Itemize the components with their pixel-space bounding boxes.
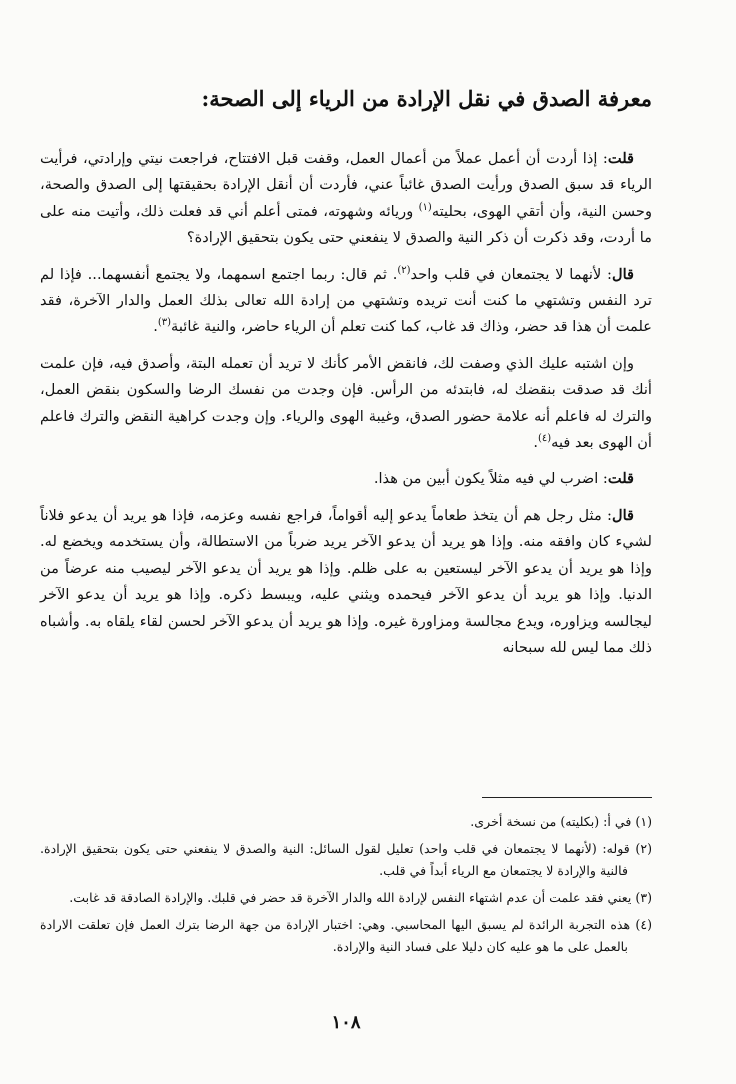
footnote-2: (٢) قوله: (لأنهما لا يجتمعان في قلب واحد) تعليل لقول السائل: النية والصدق لا ينفعني حتى يكون بتحقيق الإرادة. فالنية والإرادة لا يجتمعان مع الرياء أبداً في قلب. [40, 841, 652, 878]
speaker-label: قال [611, 506, 634, 524]
speaker-label: قال [611, 265, 634, 283]
paragraph-question-2: قلت: اضرب لي فيه مثلاً يكون أبين من هذا. [373, 470, 634, 488]
paragraph-continuation: وإن اشتبه عليك الذي وصفت لك، فانقض الأمر كأنك لا تريد أن تعمله البتة، وأصدق فيه، فإن علمت أنك قد صدقت بنقضك له، فابتدئه من الرأس. فإن وجدت من نفسك الرضا والسكون بنقض العمل، والترك له فاعلم أنه علامة حضور الصدق، وغيبة الهوى والرياء. وإن وجدت كراهية النقض والترك فاعلم أن الهوى بعد فيه$^{(٤)}$. [40, 354, 652, 452]
footnote-ref: (٢) [397, 264, 411, 276]
speaker-label: قلت [607, 150, 634, 167]
book-page [40, 0, 652, 1084]
paragraph-answer-1: قال: لأنهما لا يجتمعان في قلب واحد$^{(٢)}$. ثم قال: ربما اجتمع اسمهما، ولا يجتمع أنفسهما... فإذا لم ترد النفس وتشتهي ما كنت أنت تريده وتشتهي من إرادة الله تعالى بذلك العمل والدار الآخرة، فقد علمت أن هذا قد حضر، وذاك قد غاب، كما كنت تعلم أن الرياء حاضر، والنية غائبة$^{(٣)}$. [40, 264, 652, 336]
footnote-3: (٣) يعني فقد علمت أن عدم اشتهاء النفس لإرادة الله والدار الآخرة قد حضر في قلبك. والإرادة الصادقة قد غابت. [69, 890, 652, 905]
page-number: ١٠٨ [331, 1012, 361, 1033]
footnote-ref: (٤) [537, 433, 552, 445]
footnotes [40, 811, 652, 963]
section-heading: معرفة الصدق في نقل الإرادة من الرياء إلى الصحة: [201, 86, 652, 111]
footnote-4: (٤) هذه التجربة الرائدة لم يسبق اليها المحاسبي. وهي: اختبار الإرادة من جهة الرضا بترك العمل فإن تعلقت الارادة بالعمل على ما هو عليه كان دليلا على فساد النية والإرادة. [40, 917, 652, 954]
speaker-label: قلت [607, 470, 634, 488]
body-text [40, 146, 652, 661]
footnote-1: (١) في أ: (بكليته) من نسخة أخرى. [470, 814, 652, 829]
paragraph-question-1: قلت: إذا أردت أن أعمل عملاً من أعمال العمل، وقفت قبل الافتتاح، فراجعت نيتي وإرادتي، فرأيت الرياء قد سبق الصدق ورأيت الصدق غائباً عني، فأردت أن أنقل الإرادة بحقيقتها إلى الصدق والصحة، وحسن النية، وأن أتقي الهوى، بحليته$^{(١)}$ وريائه وشهوته، فمتى أعلم أني قد فعلت ذلك، وأتيت منه على ما أردت، وقد ذكرت أن ذكر النية والصدق لا ينفعني حتى يكون بتحقيق الإرادة؟ [40, 150, 653, 247]
footnote-ref: (١) [418, 201, 432, 213]
paragraph-answer-2: قال: مثل رجل هم أن يتخذ طعاماً يدعو إليه أقواماً، فراجع نفسه وعزمه، فإذا هو يريد أن يدعو فلاناً لشيء كان وافقه منه. وإذا هو يريد أن يدعو الآخر يريد ضرباً من الاستطالة، وأن يستخدمه ويخضع له. وإذا هو يريد أن يدعو الآخر ليستعين به على ظلم. وإذا هو يريد أن يدعو الآخر ليصيب منه عرضاً من الدنيا. وإذا هو يريد أن يدعو الآخر فيحمده ويثني عليه، ويبسط ذكره. وإذا هو يريد أن يدعو الآخر ليجالسه ويزاوره، ويدع مجالسة ومزاورة غيره. وإذا هو يريد أن يدعو الآخر لحسن لقاء يلقاه به. وأشباه ذلك مما ليس لله سبحانه [40, 506, 652, 656]
footnote-divider [482, 797, 652, 798]
footnote-ref: (٣) [157, 317, 172, 329]
